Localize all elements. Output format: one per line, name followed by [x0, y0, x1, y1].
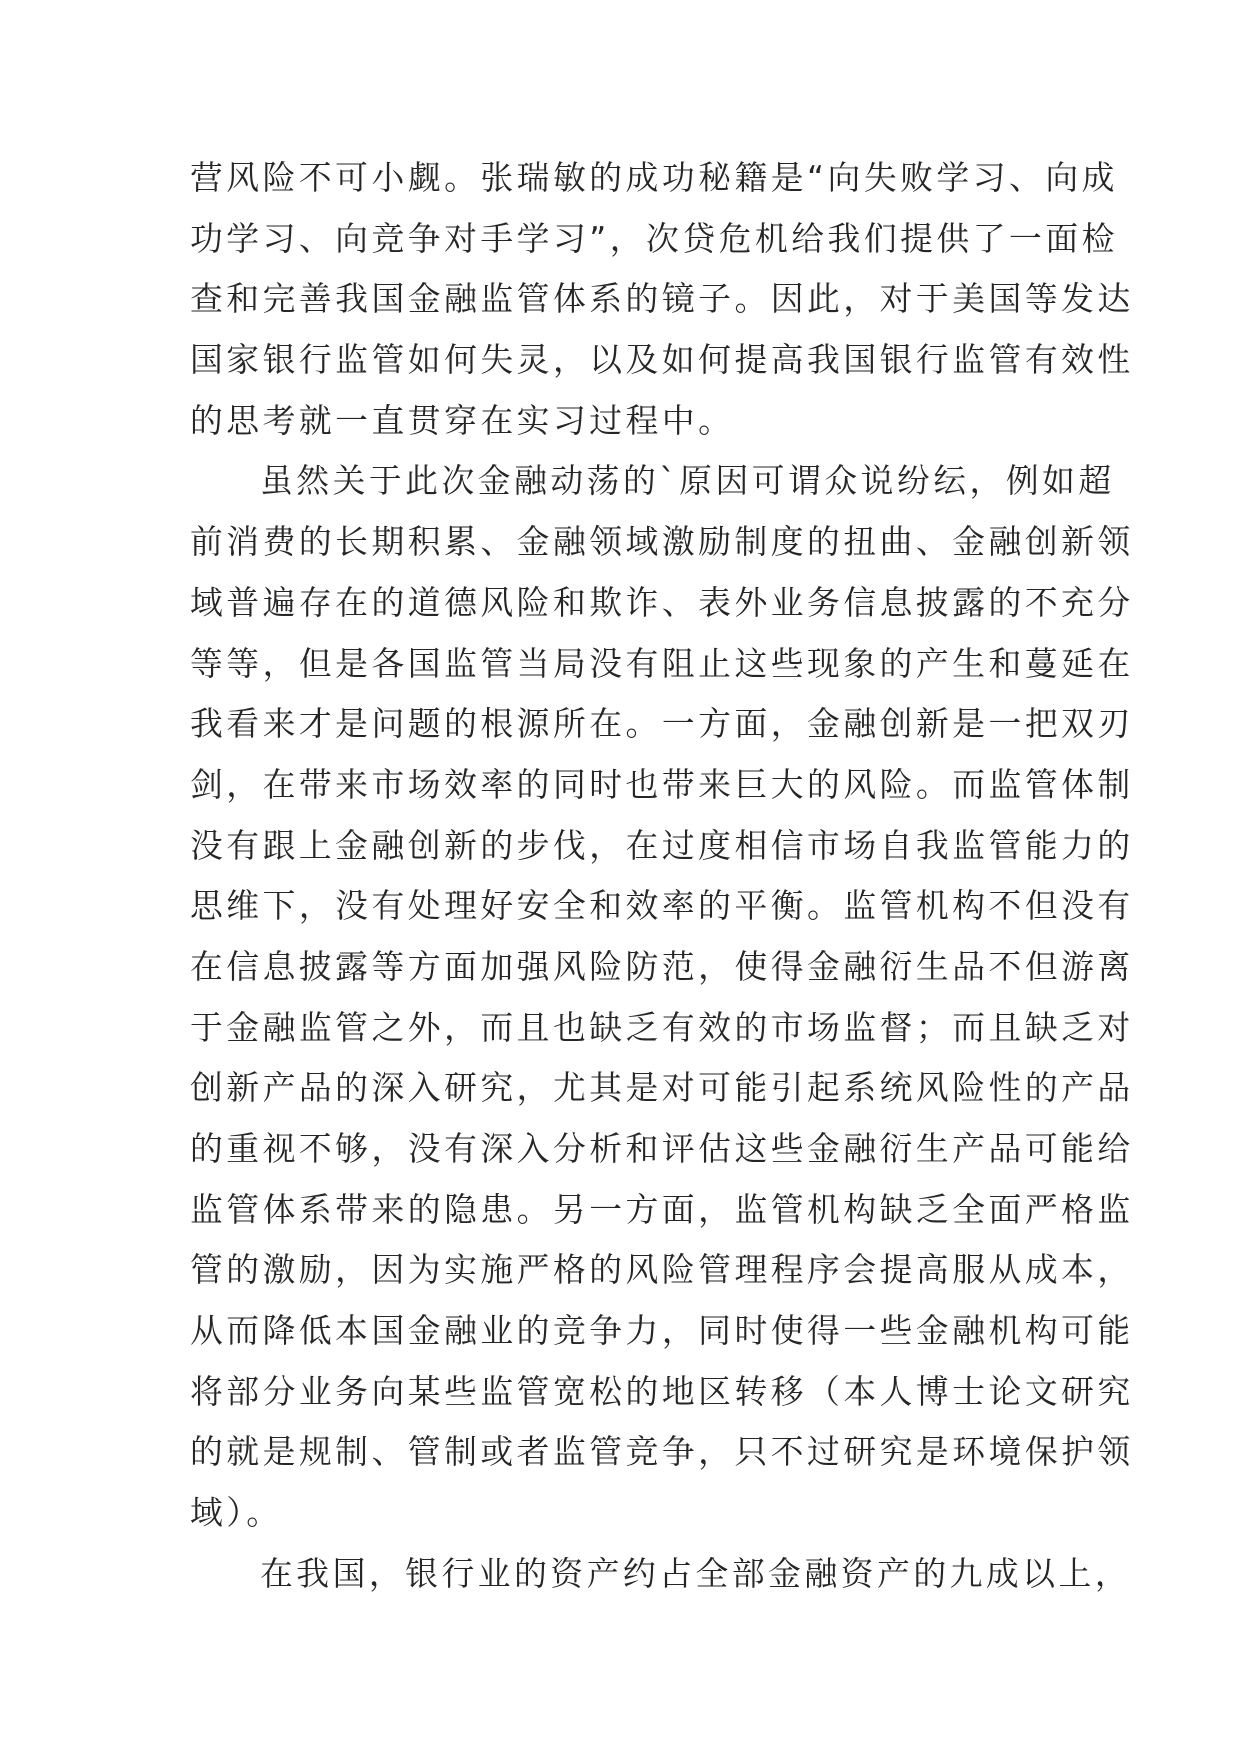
paragraph-2-line-13: 监管体系带来的隐患。另一方面，监管机构缺乏全面严格监: [190, 1190, 1134, 1229]
document-body: [190, 148, 1134, 1605]
paragraph-2-line-1: 虽然关于此次金融动荡的`原因可谓众说纷纭，例如超: [260, 462, 1115, 501]
paragraph-1-line-4: 国家银行监管如何失灵，以及如何提高我国银行监管有效性: [190, 341, 1134, 380]
paragraph-1-line-2: 功学习、向竞争对手学习”，次贷危机给我们提供了一面检: [190, 219, 1118, 258]
paragraph-2-line-3: 域普遍存在的道德风险和欺诈、表外业务信息披露的不充分: [190, 583, 1134, 622]
paragraph-2-line-7: 没有跟上金融创新的步伐，在过度相信市场自我监管能力的: [190, 826, 1134, 865]
paragraph-2-line-17: 的就是规制、管制或者监管竞争，只不过研究是环境保护领: [190, 1433, 1134, 1472]
paragraph-2-line-15: 从而降低本国金融业的竞争力，同时使得一些金融机构可能: [190, 1312, 1134, 1351]
paragraph-2-line-6: 剑，在带来市场效率的同时也带来巨大的风险。而监管体制: [190, 765, 1134, 804]
paragraph-2-line-11: 创新产品的深入研究，尤其是对可能引起系统风险性的产品: [190, 1069, 1134, 1108]
paragraph-2-line-8: 思维下，没有处理好安全和效率的平衡。监管机构不但没有: [190, 887, 1134, 926]
paragraph-3-line-1: 在我国，银行业的资产约占全部金融资产的九成以上，: [260, 1554, 1132, 1593]
paragraph-2-line-9: 在信息披露等方面加强风险防范，使得金融衍生品不但游离: [190, 947, 1134, 986]
paragraph-2-line-10: 于金融监管之外，而且也缺乏有效的市场监督；而且缺乏对: [190, 1008, 1134, 1047]
paragraph-1-line-5: 的思考就一直贯穿在实习过程中。: [190, 401, 735, 440]
paragraph-2-line-2: 前消费的长期积累、金融领域激励制度的扭曲、金融创新领: [190, 523, 1134, 562]
paragraph-2-line-16: 将部分业务向某些监管宽松的地区转移（本人博士论文研究: [190, 1372, 1134, 1411]
paragraph-2-line-18: 域）。: [190, 1494, 283, 1533]
paragraph-2-line-4: 等等，但是各国监管当局没有阻止这些现象的产生和蔓延在: [190, 644, 1134, 683]
paragraph-2-line-14: 管的激励，因为实施严格的风险管理程序会提高服从成本，: [190, 1251, 1134, 1290]
paragraph-1-line-1: 营风险不可小觑。张瑞敏的成功秘籍是“向失败学习、向成: [190, 159, 1118, 197]
paragraph-2-line-5: 我看来才是问题的根源所在。一方面，金融创新是一把双刃: [190, 705, 1134, 744]
paragraph-2-line-12: 的重视不够，没有深入分析和评估这些金融衍生产品可能给: [190, 1130, 1134, 1168]
paragraph-1-line-3: 查和完善我国金融监管体系的镜子。因此，对于美国等发达: [190, 280, 1134, 319]
